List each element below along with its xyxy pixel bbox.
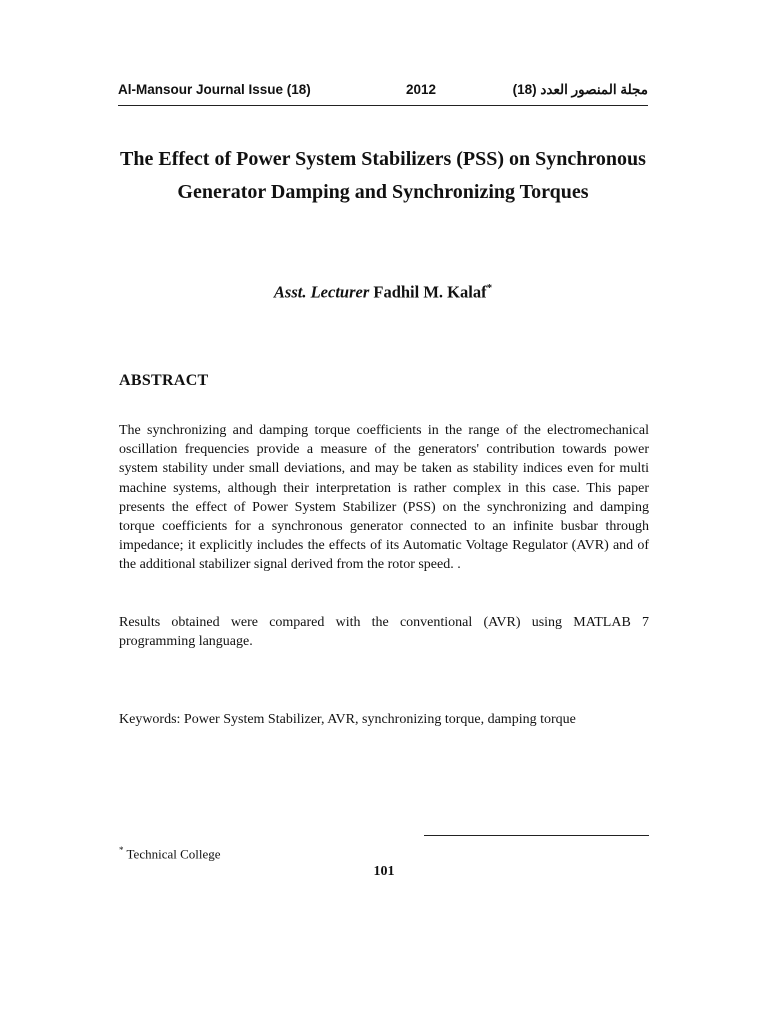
keywords: Keywords: Power System Stabilizer, AVR, synchronizing torque, damping torque (119, 712, 576, 727)
journal-name-arabic: مجلة المنصور العدد (18) (512, 82, 648, 97)
author-footnote-marker: * (486, 282, 493, 294)
running-header (118, 80, 648, 104)
footnote (119, 845, 221, 862)
paper-title: The Effect of Power System Stabilizers (PSS) on Synchronous Generator Damping and Synchronizing Torques (120, 148, 646, 203)
abstract-paragraph-2: Results obtained were compared with the conventional (AVR) using MATLAB 7 programming language. (119, 615, 649, 650)
abstract-paragraph-1: The synchronizing and damping torque coefficients in the range of the electromechanical oscillation frequencies provide a measure of the generators' contribution towards power system stability under small deviations, and may be taken as stability indices even for multi machine systems, although their interpretation is rather complex in this case. This paper presents the effect of Power System Stabilizer (PSS) on the synchronizing and damping torque coefficients for a synchronous generator connected to an infinite busbar through impedance; it explicitly includes the effects of its Automatic Voltage Regulator (AVR) and of the additional stabilizer signal derived from the rotor speed. . (119, 423, 649, 573)
journal-name: Al-Mansour Journal Issue (18) (118, 82, 311, 97)
footnote-rule (424, 835, 649, 836)
abstract-heading: ABSTRACT (119, 372, 209, 389)
author-line (100, 282, 666, 303)
author-name: Fadhil M. Kalaf (373, 282, 487, 302)
header-rule (118, 105, 648, 106)
page-number: 101 (373, 864, 395, 879)
footnote-text: Technical College (123, 846, 221, 862)
footnote-marker: * (119, 845, 124, 855)
author-role: Asst. Lecturer (273, 282, 370, 302)
journal-year: 2012 (406, 82, 437, 97)
